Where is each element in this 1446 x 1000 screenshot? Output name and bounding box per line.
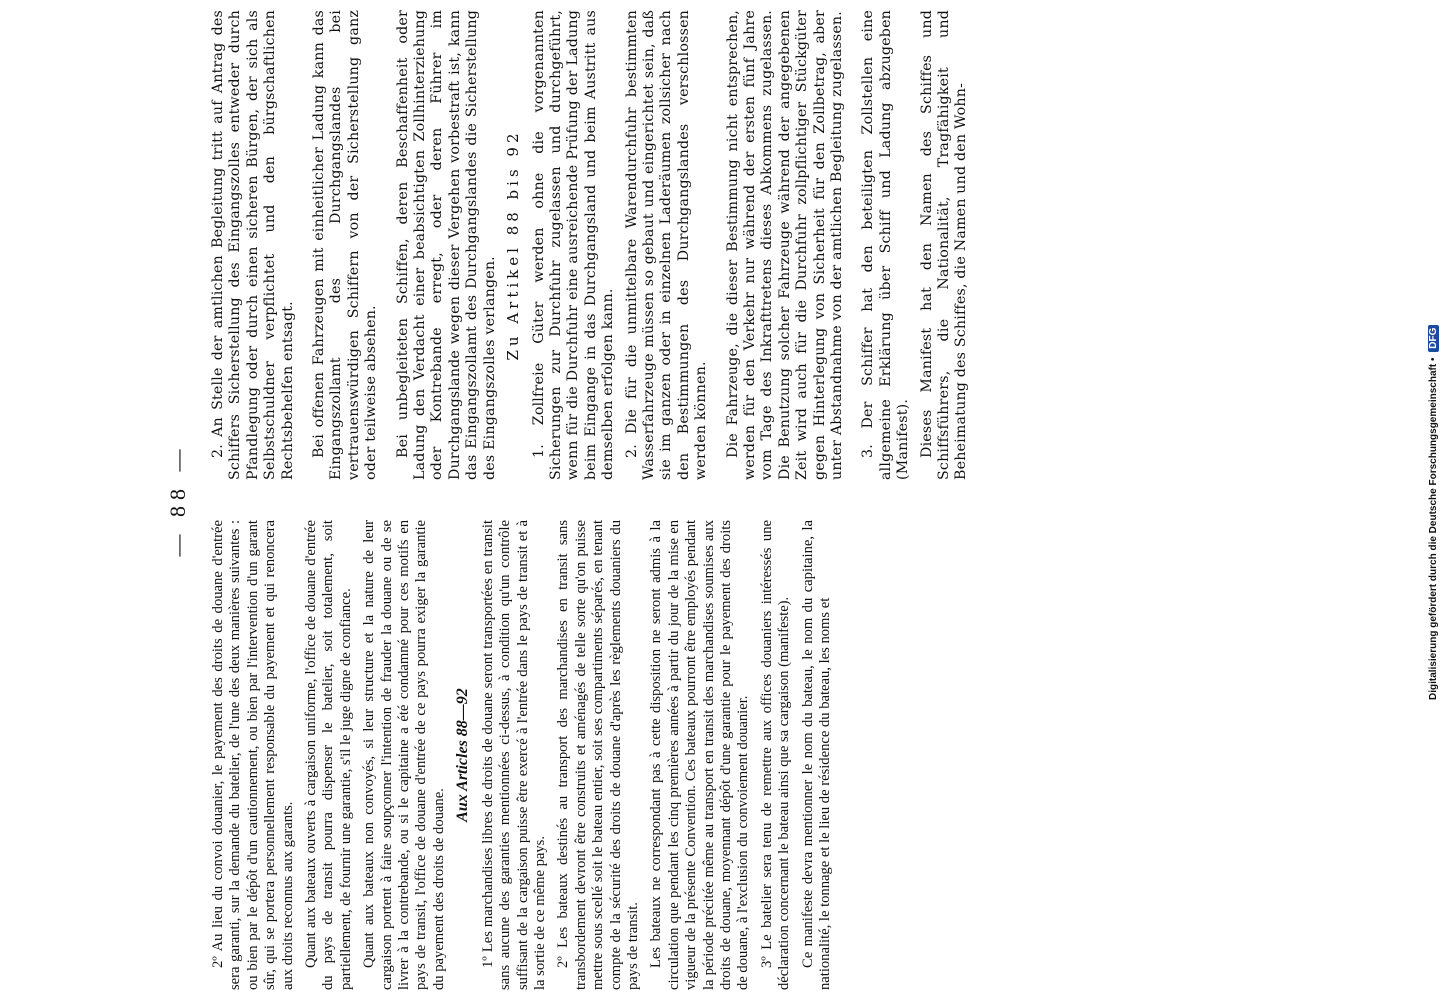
dfg-logo: DFG [1428,325,1439,352]
german-paragraph: Bei unbegleiteten Schiffen, deren Beschaffenheit oder Ladung den Verdacht einer beabsichtigten Zollhinterziehung oder Kontrebande erregt, oder deren Führer im Durchgangslande wegen dieser Vergehen vorbestraft ist, kann das Eingangszollamt des Durchgangslandes die Sicherstellung des Eingangszolles verlangen. [394,10,498,480]
german-paragraph: Dieses Manifest hat den Namen des Schiffes und Schiffsführers, die Nationalität, Tragfähigkeit und Beheimatung des Schiffes, die Namen und den Wohn- [918,10,970,480]
french-paragraph: 1º Les marchandises libres de droits de douane seront transportées en transit sans aucune des garanties mentionnées ci-dessus, à condition qu'un contrôle suffisant de la cargaison puisse être exercé à l'entrée dans le pays de transit et à la sortie de ce même pays. [479,520,548,990]
french-paragraph: 2º Les bateaux destinés au transport des marchandises en transit sans transbordement devront être construits et aménagés de telle sorte qu'on puisse mettre sous scellé soit le bateau entier, soit ses compartiments séparés, en tenant compte de la sécurité des droits de douane d'après les règlements douaniers du pays de transit. [555,520,641,990]
french-column [210,520,840,990]
french-paragraph: Les bateaux ne correspondant pas à cette disposition ne seront admis à la circulation que pendant les cinq premières années à partir du jour de la mise en vigueur de la présente Convention. Ces bateaux pourront être employés pendant la période précitée même au transport en transit des marchandises soumises aux droits de douane, moyennant dépôt d'une garantie pour le payement des droits de douane, à l'exclusion du convoiement douanier. [648,520,752,990]
german-paragraph: 3. Der Schiffer hat den beteiligten Zollstellen eine allgemeine Erklärung über Schiff und Ladung abzugeben (Manifest). [860,10,912,480]
german-paragraph: 1. Zollfreie Güter werden ohne die vorgenannten Sicherungen zur Durchfuhr zugelassen und durchgeführt, wenn für die Durchfuhr eine ausreichende Prüfung der Ladung beim Eingange in das Durchgangsland und beim Austritt aus demselben erfolgen kann. [530,10,617,480]
french-paragraph: 2º Au lieu du convoi douanier, le payement des droits de douane d'entrée sera garanti, sur la demande du batelier, de l'une des deux manières suivantes : ou bien par le dépôt d'un cautionnement, ou bien par l'intervention d'un garant sûr, qui se portera personnellement responsable du payement et qui renoncera aux droits reconnus aux garants. [210,520,296,990]
german-section-heading: Zu Artikel 88 bis 92 [504,129,523,361]
page-number: — 88 — [165,443,190,557]
german-paragraph: Die Fahrzeuge, die dieser Bestimmung nicht entsprechen, werden für den Verkehr nur während der ersten fünf Jahre vom Tage des Inkrafttretens dieses Abkommens zugelassen. Die Benutzung solcher Fahrzeuge während der angegebenen Zeit wird auch für die Durchfuhr zollpflichtiger Stückgüter gegen Hinterlegung von Sicherheit für den Zollbetrag, aber unter Abstandnahme von der amtlichen Begleitung zugelassen. [724,10,845,480]
french-paragraph: Ce manifeste devra mentionner le nom du bateau, le nom du capitaine, la nationalité, le tonnage et le lieu de résidence du bateau, les noms et [799,520,833,990]
german-paragraph: Bei offenen Fahrzeugen mit einheitlicher Ladung kann das Eingangszollamt des Durchgangslandes bei vertrauenswürdigen Schiffern von der Sicherstellung ganz oder teilweise absehen. [311,10,380,480]
rotated-page-content [110,0,1310,1000]
german-paragraph: 2. Die für die unmittelbare Warendurchfuhr bestimmten Wasserfahrzeuge müssen so gebaut und eingerichtet sein, daß sie im ganzen oder in einzelnen Laderäumen zollsicher nach den Bestimmungen des Durchgangslandes verschlossen werden können. [623,10,710,480]
credit-text: Digitalisierung gefördert durch die Deutsche Forschungsgemeinschaft • [1428,357,1439,700]
french-section-heading: Aux Articles 88—92 [454,688,472,822]
french-paragraph: 3º Le batelier sera tenu de remettre aux offices douaniers intéressés une déclaration concernant le bateau ainsi que sa cargaison (manifeste). [758,520,793,990]
digitization-credit [1412,10,1439,710]
french-paragraph: Quant aux bateaux ouverts à cargaison uniforme, l'office de douane d'entrée du pays de transit pourra dispenser le batelier, soit totalement, soit partiellement, de fournir une garantie, s'il le juge digne de confiance. [303,520,354,990]
german-column [210,10,977,480]
french-paragraph: Quant aux bateaux non convoyés, si leur structure et la nature de leur cargaison portent à faire soupçonner l'intention de frauder la douane ou de se livrer à la contrebande, ou si le capitaine a été condamné pour ces motifs en pays de transit, l'office de douane d'entrée de ce pays pourra exiger la garantie du payement des droits de douane. [361,520,447,990]
german-paragraph: 2. An Stelle der amtlichen Begleitung tritt auf Antrag des Schiffers Sicherstellung des Eingangszolles entweder durch Pfandlegung oder durch einen sicheren Bürgen, der sich als Selbstschuldner verpflichtet und den bürgschaftlichen Rechtsbehelfen entsagt. [210,10,296,480]
